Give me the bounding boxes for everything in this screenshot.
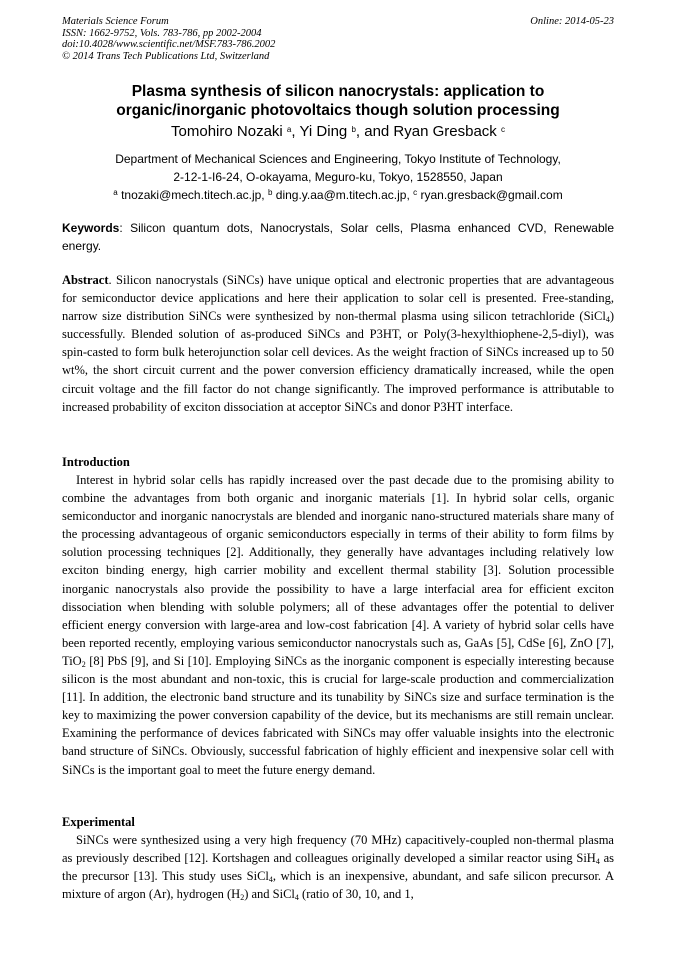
experimental-body xyxy=(62,831,614,903)
email-a[interactable]: tnozaki@mech.titech.ac.jp, xyxy=(121,188,268,202)
keywords-section xyxy=(62,219,614,255)
introduction-body xyxy=(62,471,614,779)
email-a-mark: a xyxy=(113,188,118,197)
abstract-text-2: ) successfully. Blended solution of as-produced SiNCs and P3HT, or Poly(3-hexylthiophene-2,5-diyl), was spin-casted to form bulk heterojunction solar cell devices. As the weight fraction of SiNCs increased up to 50 wt%, the short circuit current and the power conversion efficiency dramatically increased, while the open circuit voltage and the fill factor do not change significantly. The improved performance is attributable to increased probability of exciton dissociation at acceptor SiNCs and donor P3HT interface. xyxy=(62,309,614,414)
email-line xyxy=(62,186,614,204)
introduction-paragraph xyxy=(62,471,614,779)
experimental-heading: Experimental xyxy=(62,815,135,829)
doi-line: doi:10.4028/www.scientific.net/MSF.783-786.2002 xyxy=(62,39,276,51)
intro-text-1: Interest in hybrid solar cells has rapidly increased over the past decade due to the promising ability to combine the advantages from both organic and inorganic materials [1]. In hybrid solar cells, organic semiconductor and inorganic nanocrystals are blended and inorganic nano-structured materials share many of the processing advantageous of organic semiconductors especially in terms of their ability to form films by solution processing techniques [2]. Additionally, they generally have advantages including relatively low exciton binding energy, high carrier mobility and excellent thermal stability [3]. Solution processible inorganic nanocrystals also provide the possibility to have a large interfacial area for efficient exciton dissociation when blending with soluble polymers; all of these advantages offer the potential to deliver efficient energy conversion with large-area and low-cost fabrication [4]. A variety of hybrid solar cells have been reported recently, employing various semiconductor nanocrystals such as, GaAs [5], CdSe [6], ZnO [7], TiO xyxy=(62,473,614,668)
exp-subscript-4: 4 xyxy=(294,893,299,903)
exp-subscript-3: 2 xyxy=(240,893,245,903)
author-list xyxy=(62,122,614,142)
exp-text-3: , which is an inexpensive, abundant, and safe silicon precursor. A mixture of argon (Ar), hydrogen (H xyxy=(62,869,614,902)
author-1-mark: a xyxy=(286,125,292,134)
exp-text-5: (ratio of 30, 10, and 1, xyxy=(298,887,414,902)
introduction-heading: Introduction xyxy=(62,455,130,469)
online-date: Online: 2014-05-23 xyxy=(530,16,614,27)
intro-text-2: [8] PbS [9], and Si [10]. Employing SiNCs as the inorganic component is especially interesting because silicon is the most abundant and non-toxic, this is crucial for large-scale production and commercialization [11]. In addition, the electronic band structure and its tunability by SiNCs size and surface termination is the key to maximizing the power conversion capability of the device, but its mechanisms are still remain unclear. Examining the performance of devices fabricated with SiNCs may offer valuable insights into the electronic band structure of SiNCs. Obviously, successful fabrication of highly efficient and inexpensive solar cell with SiNCs is the important goal to meet the future energy demand. xyxy=(62,653,614,777)
email-b-mark: b xyxy=(267,188,273,197)
author-2: Yi Ding xyxy=(299,123,348,140)
author-separator-1: , xyxy=(291,123,300,140)
affiliation-line-2: 2-12-1-I6-24, O-okayama, Meguro-ku, Tokyo, 1528550, Japan xyxy=(173,170,503,184)
abstract-section xyxy=(62,271,614,416)
journal-header xyxy=(62,16,614,62)
author-2-mark: b xyxy=(351,125,356,134)
email-b[interactable]: ding.y.aa@m.titech.ac.jp, xyxy=(275,188,414,202)
exp-text-4: ) and SiCl xyxy=(244,887,295,902)
journal-name: Materials Science Forum xyxy=(62,16,169,27)
abstract-label: Abstract xyxy=(62,273,109,287)
abstract-text-1: . Silicon nanocrystals (SiNCs) have unique optical and electronic properties that are advantageous for semiconductor device applications and here their application to solar cell is presented. Free-standing, narrow size distribution SiNCs were synthesized by non-thermal plasma using silicon tetrachloride (SiCl xyxy=(62,273,614,324)
title-line-1: Plasma synthesis of silicon nanocrystals: application to xyxy=(131,83,545,100)
paper-title xyxy=(62,82,614,120)
affiliation xyxy=(62,150,614,204)
issn-line: ISSN: 1662-9752, Vols. 783-786, pp 2002-2004 xyxy=(62,27,262,39)
author-1: Tomohiro Nozaki xyxy=(171,123,283,140)
keywords-label: Keywords xyxy=(62,221,120,235)
author-3: Ryan Gresback xyxy=(393,123,497,140)
exp-subscript-2: 4 xyxy=(268,875,273,885)
intro-subscript-1: 2 xyxy=(81,659,86,669)
title-line-2: organic/inorganic photovoltaics though solution processing xyxy=(116,102,560,119)
keywords-text: : Silicon quantum dots, Nanocrystals, Solar cells, Plasma enhanced CVD, Renewable energy. xyxy=(62,221,614,253)
author-3-mark: c xyxy=(500,125,505,134)
exp-text-2: as the precursor [13]. This study uses SiCl xyxy=(62,851,615,884)
exp-subscript-1: 4 xyxy=(595,857,600,867)
copyright-line: © 2014 Trans Tech Publications Ltd, Switzerland xyxy=(62,50,270,62)
abstract-subscript-1: 4 xyxy=(605,315,610,325)
affiliation-line-1: Department of Mechanical Sciences and Engineering, Tokyo Institute of Technology, xyxy=(115,152,561,166)
exp-text-1: SiNCs were synthesized using a very high frequency (70 MHz) capacitively-coupled non-thermal plasma as previously described [12]. Kortshagen and colleagues originally developed a similar reactor using SiH xyxy=(62,833,614,866)
email-c[interactable]: ryan.gresback@gmail.com xyxy=(420,188,563,202)
email-c-mark: c xyxy=(413,188,418,197)
author-separator-2: , and xyxy=(355,123,394,140)
experimental-paragraph xyxy=(62,831,614,903)
